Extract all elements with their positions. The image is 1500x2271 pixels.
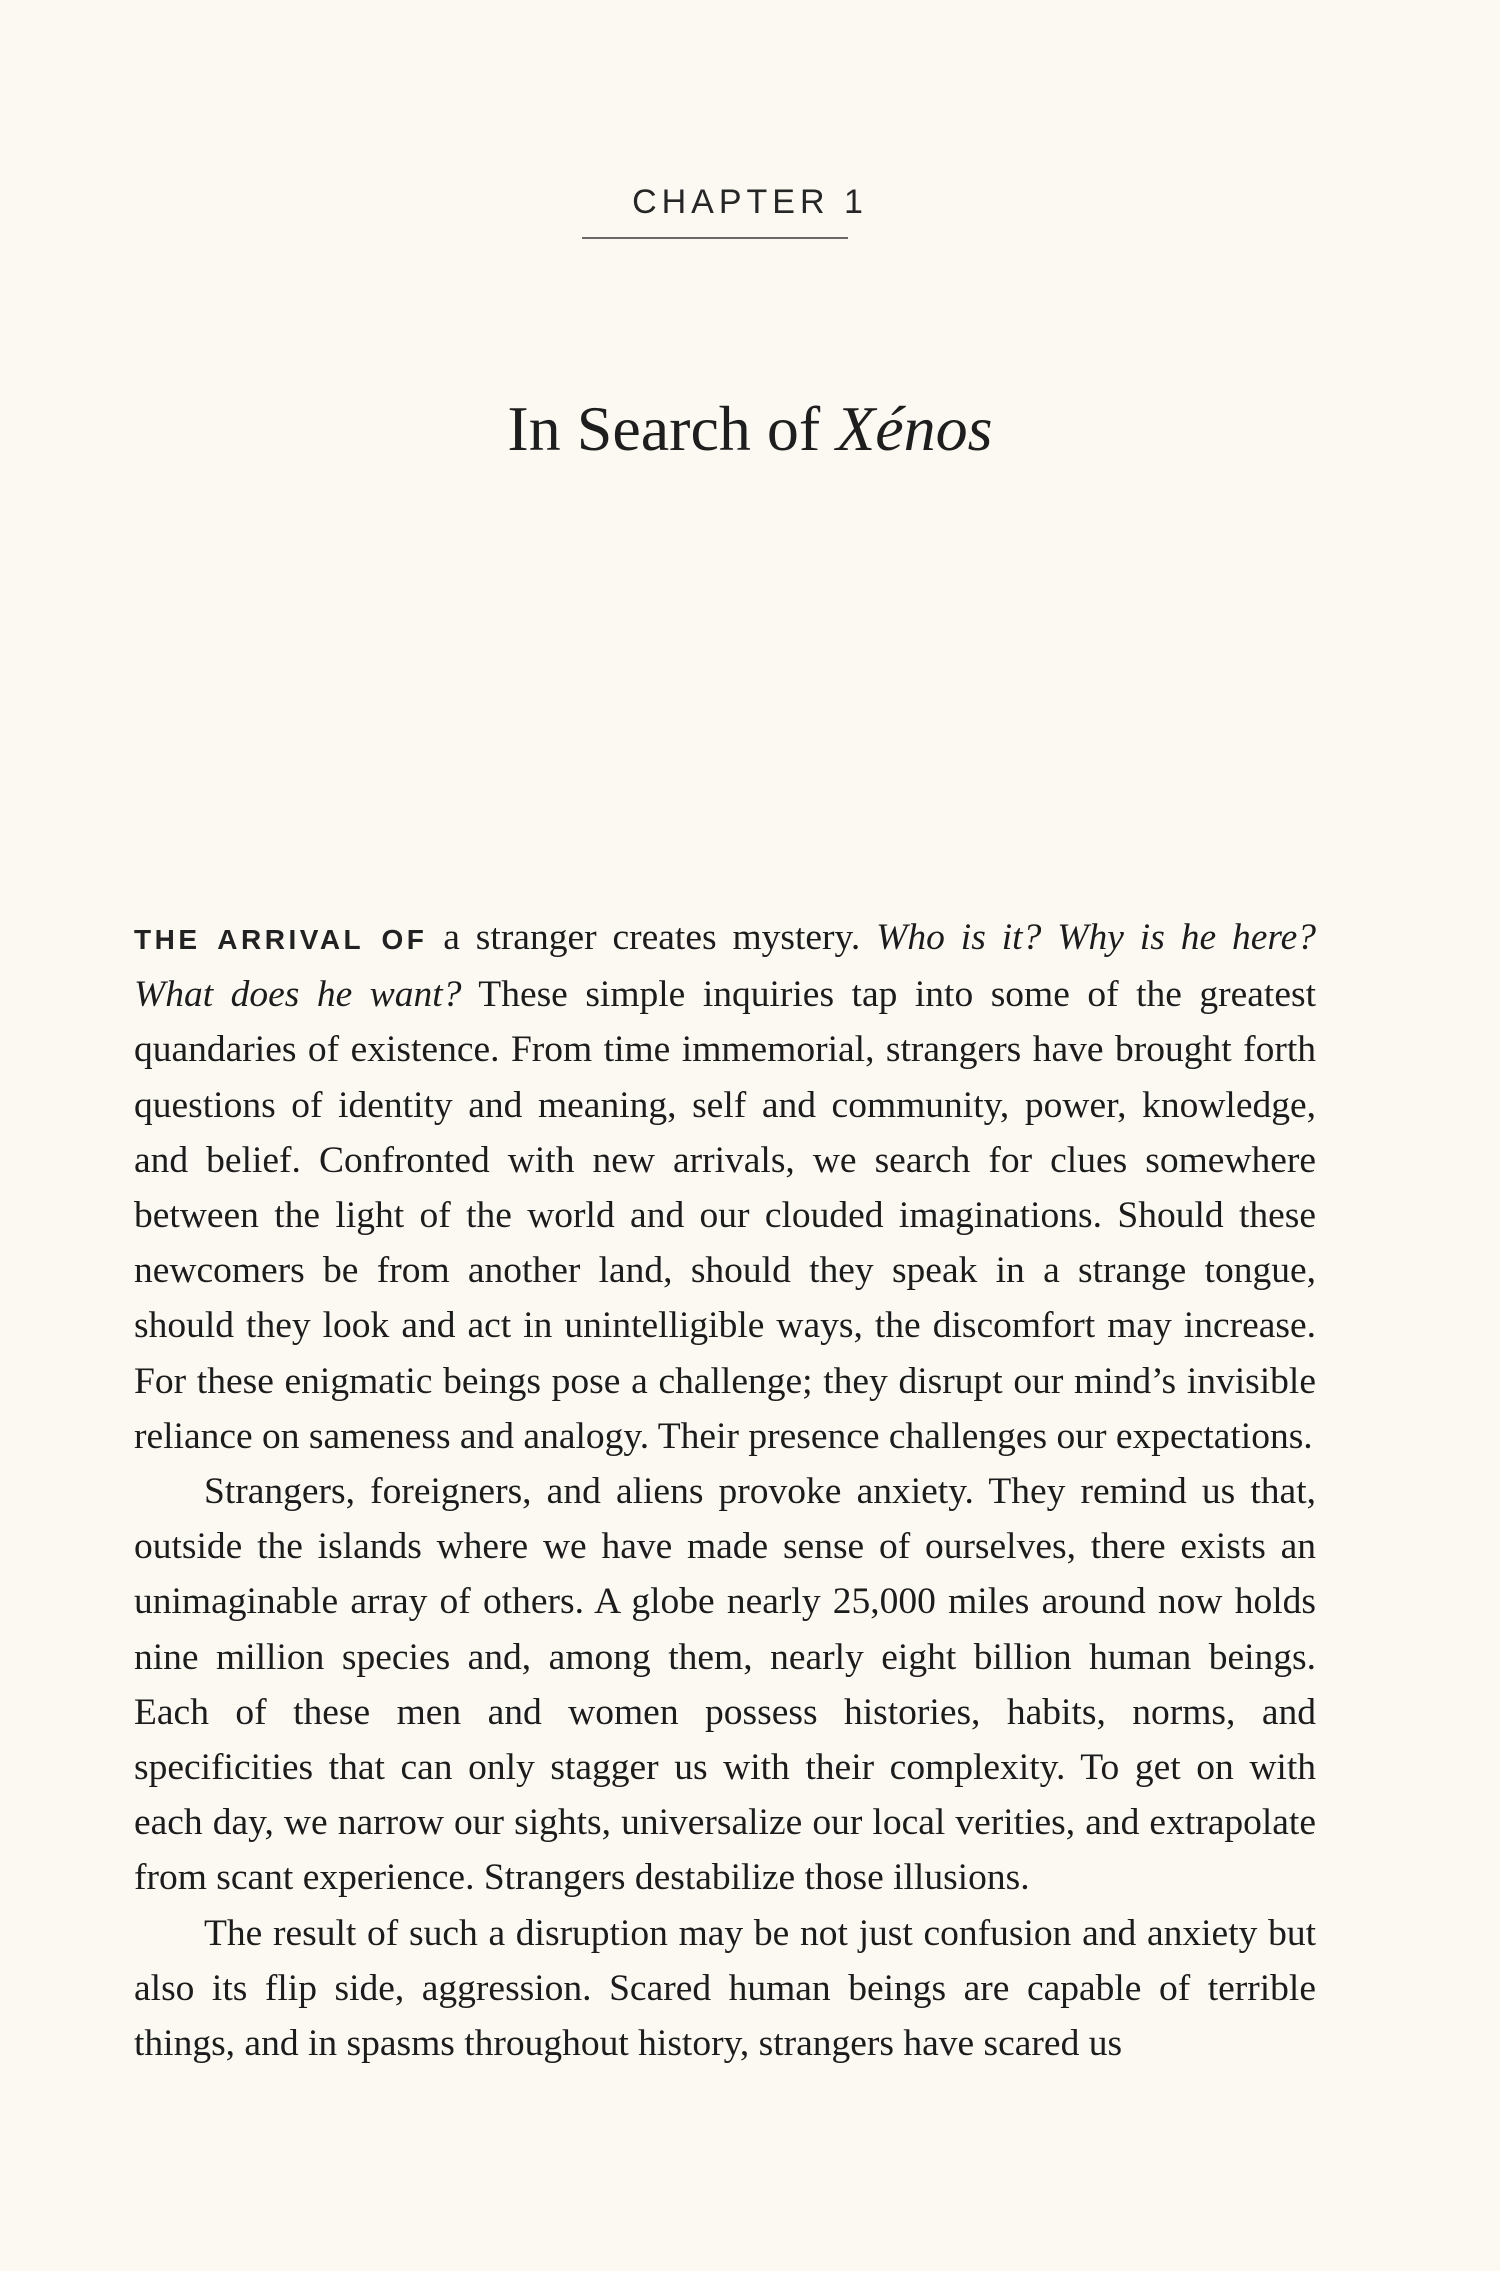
- chapter-rule-divider: [582, 237, 848, 239]
- paragraph-1: [134, 910, 1316, 1464]
- chapter-title-plain: In Search of: [507, 393, 837, 464]
- chapter-label: CHAPTER 1: [632, 183, 868, 221]
- paragraph-lead-smallcaps: THE ARRIVAL OF: [134, 924, 428, 955]
- paragraph-1-italic-questions: Who is it? Why is he here? What does he want?: [134, 917, 1316, 1016]
- paragraph-1-text-b: These simple inquiries tap into some of the greatest quandaries of existence. From time immemorial, strangers have brought forth questions of identity and meaning, self and community, power, knowledge, and belief. Confronted with new arrivals, we search for clues somewhere between the light of the world and our clouded imaginations. Should these newcomers be from another land, should they speak in a strange tongue, should they look and act in unintelligible ways, the discomfort may increase. For these enigmatic beings pose a challenge; they disrupt our mind’s invisible reliance on sameness and analogy. Their presence challenges our expectations.: [134, 974, 1316, 1457]
- paragraph-2: Strangers, foreigners, and aliens provoke anxiety. They remind us that, outside the islands where we have made sense of ourselves, there exists an unimaginable array of others. A globe nearly 25,000 miles around now holds nine million species and, among them, nearly eight billion human beings. Each of these men and women possess histories, habits, norms, and specificities that can only stagger us with their complexity. To get on with each day, we narrow our sights, universalize our local verities, and extrapolate from scant experience. Strangers destabilize those illusions.: [134, 1471, 1316, 1899]
- chapter-body: [134, 910, 1316, 2071]
- chapter-title: [0, 392, 1500, 466]
- chapter-title-italic: Xénos: [836, 393, 993, 464]
- paragraph-3: The result of such a disruption may be not just confusion and anxiety but also its flip side, aggression. Scared human beings are capable of terrible things, and in spasms throughout history, strangers have scared us: [134, 1912, 1316, 2065]
- paragraph-1-text-a: a stranger creates mystery.: [427, 917, 877, 958]
